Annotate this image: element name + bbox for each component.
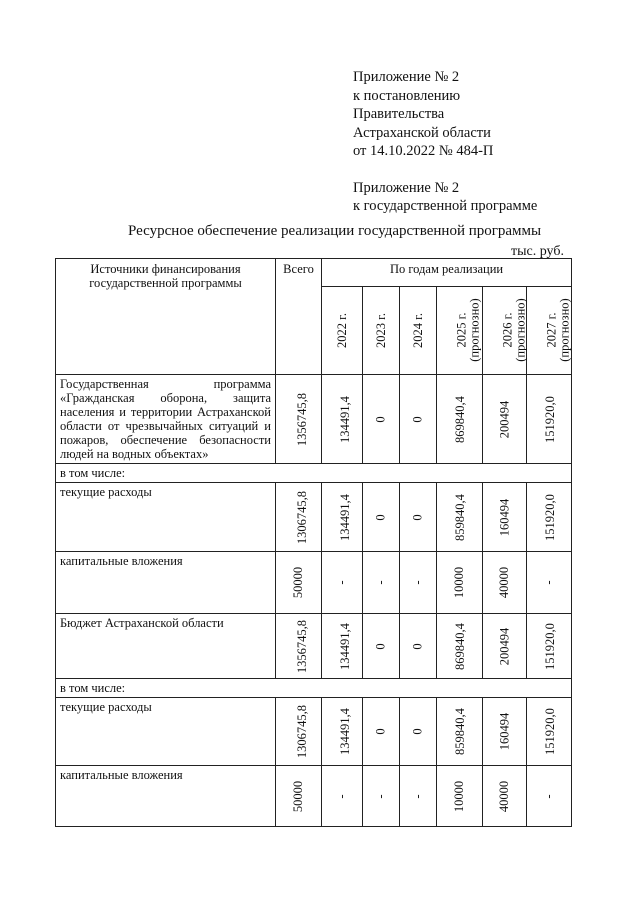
table-row (56, 375, 572, 464)
total-cell: 1306745,8 (276, 483, 322, 552)
value-cell: 0 (400, 483, 437, 552)
value-cell: 0 (363, 698, 400, 766)
table-row (56, 698, 572, 766)
approval-header (353, 68, 537, 216)
value-cell: 40000 (483, 552, 527, 614)
header-line: Приложение № 2 (353, 179, 460, 196)
total-cell: 50000 (276, 766, 322, 827)
header-line: к постановлению (353, 87, 461, 104)
source-cell: капитальные вложения (56, 552, 276, 614)
year-header: 2022 г. (322, 287, 363, 375)
value-cell: 869840,4 (437, 614, 483, 679)
value-cell: 0 (400, 698, 437, 766)
col-source-header: Источники финансирования государственной программы (56, 259, 276, 375)
value-cell: - (322, 552, 363, 614)
value-cell: - (363, 552, 400, 614)
header-line: Астраханской области (353, 124, 491, 141)
value-cell: - (400, 552, 437, 614)
total-cell: 1356745,8 (276, 614, 322, 679)
subsection-label: в том числе: (56, 679, 572, 698)
value-cell: 859840,4 (437, 698, 483, 766)
source-cell: Бюджет Астраханской области (56, 614, 276, 679)
value-cell: - (527, 766, 572, 827)
year-header: 2026 г. (прогнозно) (483, 287, 527, 375)
value-cell: - (400, 766, 437, 827)
table-row (56, 766, 572, 827)
value-cell: 151920,0 (527, 375, 572, 464)
value-cell: 134491,4 (322, 614, 363, 679)
unit-label: тыс. руб. (511, 244, 564, 259)
header-line: от 14.10.2022 № 484-П (353, 143, 494, 159)
value-cell: 151920,0 (527, 614, 572, 679)
value-cell: 134491,4 (322, 375, 363, 464)
year-header: 2025 г. (прогнозно) (437, 287, 483, 375)
value-cell: 0 (363, 375, 400, 464)
year-header: 2024 г. (400, 287, 437, 375)
value-cell: - (322, 766, 363, 827)
col-total-header: Всего (276, 259, 322, 375)
table-header-row (56, 259, 572, 287)
source-cell: текущие расходы (56, 698, 276, 766)
value-cell: 160494 (483, 483, 527, 552)
source-cell: Государственная программа «Гражданская оборона, защита населения и территории Астраханской области от чрезвычайных ситуаций и пожаров, обеспечение безопасности людей на водных объектах» (56, 375, 276, 464)
value-cell: 40000 (483, 766, 527, 827)
funding-table (55, 258, 572, 827)
value-cell: 151920,0 (527, 698, 572, 766)
value-cell: 200494 (483, 614, 527, 679)
col-years-header: По годам реализации (322, 259, 572, 287)
table-row (56, 614, 572, 679)
document-title: Ресурсное обеспечение реализации государственной программы (128, 223, 542, 239)
total-cell: 1306745,8 (276, 698, 322, 766)
value-cell: 160494 (483, 698, 527, 766)
value-cell: 0 (363, 614, 400, 679)
value-cell: - (363, 766, 400, 827)
table-row (56, 483, 572, 552)
value-cell: 869840,4 (437, 375, 483, 464)
table-row (56, 679, 572, 698)
header-line: Правительства (353, 106, 445, 122)
value-cell: 10000 (437, 766, 483, 827)
value-cell: 134491,4 (322, 483, 363, 552)
value-cell: 134491,4 (322, 698, 363, 766)
value-cell: 0 (400, 614, 437, 679)
source-cell: капитальные вложения (56, 766, 276, 827)
value-cell: 0 (363, 483, 400, 552)
value-cell: 0 (400, 375, 437, 464)
header-line: к государственной программе (353, 198, 538, 214)
value-cell: 151920,0 (527, 483, 572, 552)
year-header: 2027 г. (прогнозно) (527, 287, 572, 375)
value-cell: 200494 (483, 375, 527, 464)
table-row (56, 552, 572, 614)
value-cell: - (527, 552, 572, 614)
value-cell: 10000 (437, 552, 483, 614)
total-cell: 50000 (276, 552, 322, 614)
table-row (56, 464, 572, 483)
source-cell: текущие расходы (56, 483, 276, 552)
total-cell: 1356745,8 (276, 375, 322, 464)
subsection-label: в том числе: (56, 464, 572, 483)
year-header: 2023 г. (363, 287, 400, 375)
value-cell: 859840,4 (437, 483, 483, 552)
header-line: Приложение № 2 (353, 69, 460, 85)
